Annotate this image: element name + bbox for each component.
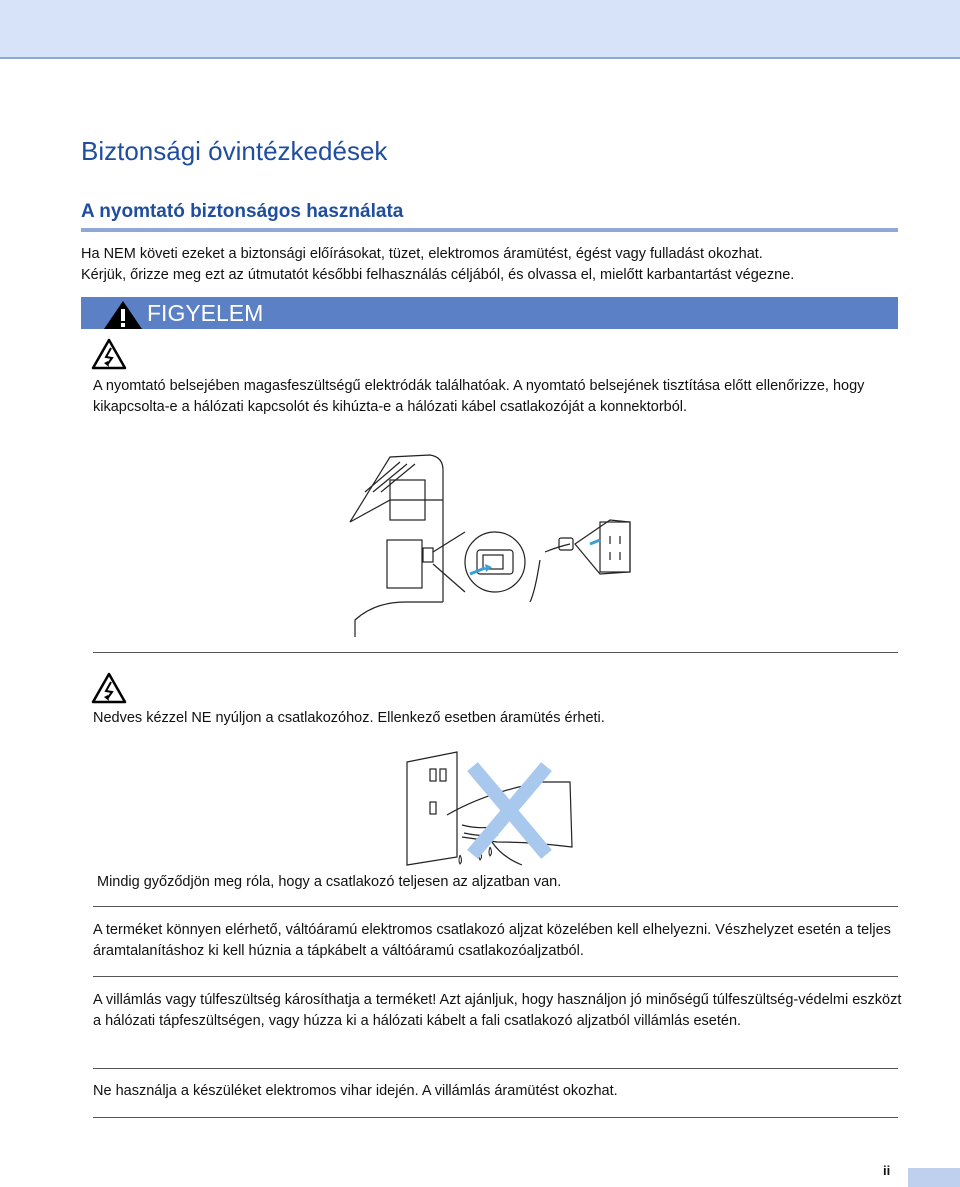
- page-tab: [908, 1168, 960, 1187]
- section-divider: [81, 228, 898, 232]
- safety-text: A terméket könnyen elérhető, váltóáramú elektromos csatlakozó aljzat közelében kell elhelyezni. Vészhelyzet esetén a teljes áramtalanításhoz ki kell húznia a tápkábelt a váltóáramú csatlakozóaljzatból.: [93, 922, 891, 959]
- safety-text: A nyomtató belsejében magasfeszültségű elektródák találhatóak. A nyomtató belsejének tisztítása előtt ellenőrizze, hogy kikapcsolta-e a hálózati kapcsolót és kihúzta-e a hálózati kábel csatlakozóját a konnektorból.: [93, 378, 865, 415]
- printer-power-switch-illustration: [345, 452, 645, 642]
- divider: [93, 906, 898, 907]
- wet-hand-plug-illustration: [402, 747, 582, 867]
- safety-text: Ne használja a készüléket elektromos vihar idején. A villámlás áramütést okozhat.: [93, 1083, 618, 1099]
- warning-banner: [81, 297, 898, 329]
- safety-text: Nedves kézzel NE nyúljon a csatlakozóhoz. Ellenkező esetben áramütés érheti.: [93, 710, 605, 726]
- warning-triangle-icon: [103, 300, 143, 330]
- divider: [93, 1068, 898, 1069]
- safety-text: A villámlás vagy túlfeszültség károsíthatja a terméket! Azt ajánljuk, hogy használjon jó minőségű túlfeszültség-védelmi eszközt a hálózati tápfeszültségen, vagy húzza ki a hálózati kábelt a fali csatlakozó aljzatból villámlás esetén.: [93, 992, 902, 1029]
- page-number: ii: [883, 1163, 891, 1178]
- electric-shock-icon: [91, 672, 127, 704]
- safety-text: Mindig győződjön meg róla, hogy a csatlakozó teljesen az aljzatban van.: [97, 874, 562, 890]
- divider: [93, 1117, 898, 1118]
- warning-label: FIGYELEM: [147, 300, 264, 326]
- header-bar: [0, 0, 960, 59]
- divider: [93, 976, 898, 977]
- intro-line: Kérjük, őrizze meg ezt az útmutatót későbbi felhasználás céljából, és olvassa el, mielőtt karbantartást végezne.: [81, 267, 795, 283]
- intro-paragraph: [81, 244, 911, 286]
- divider: [93, 652, 898, 653]
- intro-line: Ha NEM követi ezeket a biztonsági előírásokat, tüzet, elektromos áramütést, égést vagy fulladást okozhat.: [81, 246, 763, 262]
- electric-shock-icon: [91, 338, 127, 370]
- page-title: Biztonsági óvintézkedések: [81, 136, 388, 166]
- section-title: A nyomtató biztonságos használata: [81, 201, 404, 222]
